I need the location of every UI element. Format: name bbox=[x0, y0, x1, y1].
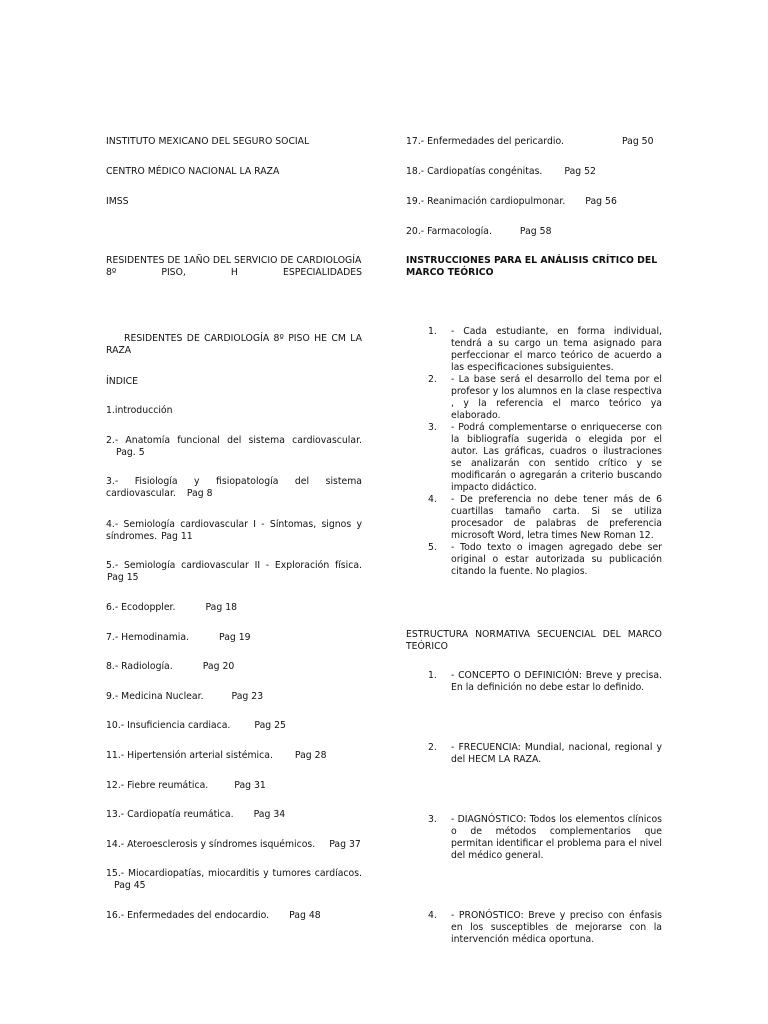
structure-item: 4. - PRONÓSTICO: Breve y preciso con énfasis en los susceptibles de mejorarse con la intervención médica oportuna. bbox=[428, 910, 662, 945]
index-item: 3.- Fisiología y fisiopatología del sistema cardiovascular. Pag 8 bbox=[106, 476, 362, 499]
instruction-item: 5. - Todo texto o imagen agregado debe ser original o estar autorizada su publicación citando la fuente. No plagios. bbox=[428, 542, 662, 577]
index-item: 7.- Hemodinamia. Pag 19 bbox=[106, 632, 251, 643]
index-item: 5.- Semiología cardiovascular II - Exploración física. Pag 15 bbox=[106, 560, 362, 583]
index-item: 10.- Insuficiencia cardiaca. Pag 25 bbox=[106, 720, 286, 731]
instruction-item: 1. - Cada estudiante, en forma individual, tendrá a su cargo un tema asignado para perfeccionar el marco teórico de acuerdo a las especificaciones subsiguientes. bbox=[428, 326, 662, 373]
left-column bbox=[106, 0, 362, 1024]
index-item: 1.introducción bbox=[106, 405, 173, 416]
structure-item: 3. - DIAGNÓSTICO: Todos los elementos clínicos o de métodos complementarios que permitan identificar el problema para el nivel del médico general. bbox=[428, 814, 662, 861]
index-item: 14.- Ateroesclerosis y síndromes isquémicos. Pag 37 bbox=[106, 839, 361, 850]
structure-list bbox=[406, 670, 662, 694]
residents-line-2: 8º PISO, H ESPECIALIDADES bbox=[106, 267, 362, 278]
index-title: ÍNDICE bbox=[106, 376, 138, 387]
index-item: 12.- Fiebre reumática. Pag 31 bbox=[106, 780, 266, 791]
residents-line-1: RESIDENTES DE 1AÑO DEL SERVICIO DE CARDIOLOGÍA bbox=[106, 255, 362, 266]
instruction-item: 3. - Podrá complementarse o enriquecerse con la bibliografía sugerida o elegida por el autor. Las gráficas, cuadros o ilustraciones se analizarán con sentido crítico y se modificarán o agregarán a criterio buscando impacto didáctico. bbox=[428, 422, 662, 493]
index-item: 20.- Farmacología. Pag 58 bbox=[406, 226, 552, 237]
structure-item: 2. - FRECUENCIA: Mundial, nacional, regional y del HECM LA RAZA. bbox=[428, 742, 662, 765]
index-item: 11.- Hipertensión arterial sistémica. Pag 28 bbox=[106, 750, 327, 761]
index-item: 19.- Reanimación cardiopulmonar. Pag 56 bbox=[406, 196, 617, 207]
structure-heading: ESTRUCTURA NORMATIVA SECUENCIAL DEL MARCO TEÓRICO bbox=[406, 629, 662, 652]
index-item: 13.- Cardiopatía reumática. Pag 34 bbox=[106, 809, 286, 820]
index-item: 9.- Medicina Nuclear. Pag 23 bbox=[106, 691, 264, 702]
right-column bbox=[406, 0, 662, 1024]
structure-list bbox=[406, 742, 662, 766]
index-item: 15.- Miocardiopatías, miocarditis y tumores cardíacos. Pag 45 bbox=[106, 868, 362, 891]
institution-name: INSTITUTO MEXICANO DEL SEGURO SOCIAL bbox=[106, 136, 310, 147]
center-name: CENTRO MÉDICO NACIONAL LA RAZA bbox=[106, 166, 280, 177]
index-item: 2.- Anatomía funcional del sistema cardiovascular. Pag. 5 bbox=[106, 435, 362, 458]
org-abbrev: IMSS bbox=[106, 196, 129, 207]
index-item: 17.- Enfermedades del pericardio. Pag 50 bbox=[406, 136, 654, 147]
structure-list bbox=[406, 814, 662, 862]
instruction-item: 2. - La base será el desarrollo del tema por el profesor y los alumnos en la clase respectiva , y la referencia el marco teórico ya elaborado. bbox=[428, 374, 662, 421]
index-item: 6.- Ecodoppler. Pag 18 bbox=[106, 602, 238, 613]
instruction-item: 4. - De preferencia no debe tener más de 6 cuartillas tamaño carta. Si se utiliza procesador de palabras de preferencia microsoft Word, letra times New Roman 12. bbox=[428, 494, 662, 541]
instructions-list bbox=[406, 326, 662, 578]
index-item: 8.- Radiología. Pag 20 bbox=[106, 661, 235, 672]
index-item: 4.- Semiología cardiovascular I - Síntomas, signos y síndromes. Pag 11 bbox=[106, 519, 362, 542]
structure-item: 1. - CONCEPTO O DEFINICIÓN: Breve y precisa. En la definición no debe estar lo definido. bbox=[428, 670, 662, 693]
document-subtitle: RESIDENTES DE CARDIOLOGÍA 8º PISO HE CM LA RAZA bbox=[106, 333, 362, 356]
structure-list bbox=[406, 910, 662, 946]
index-item: 18.- Cardiopatías congénitas. Pag 52 bbox=[406, 166, 596, 177]
index-item: 16.- Enfermedades del endocardio. Pag 48 bbox=[106, 910, 321, 921]
instructions-heading: INSTRUCCIONES PARA EL ANÁLISIS CRÍTICO DEL MARCO TEÓRICO bbox=[406, 255, 658, 278]
